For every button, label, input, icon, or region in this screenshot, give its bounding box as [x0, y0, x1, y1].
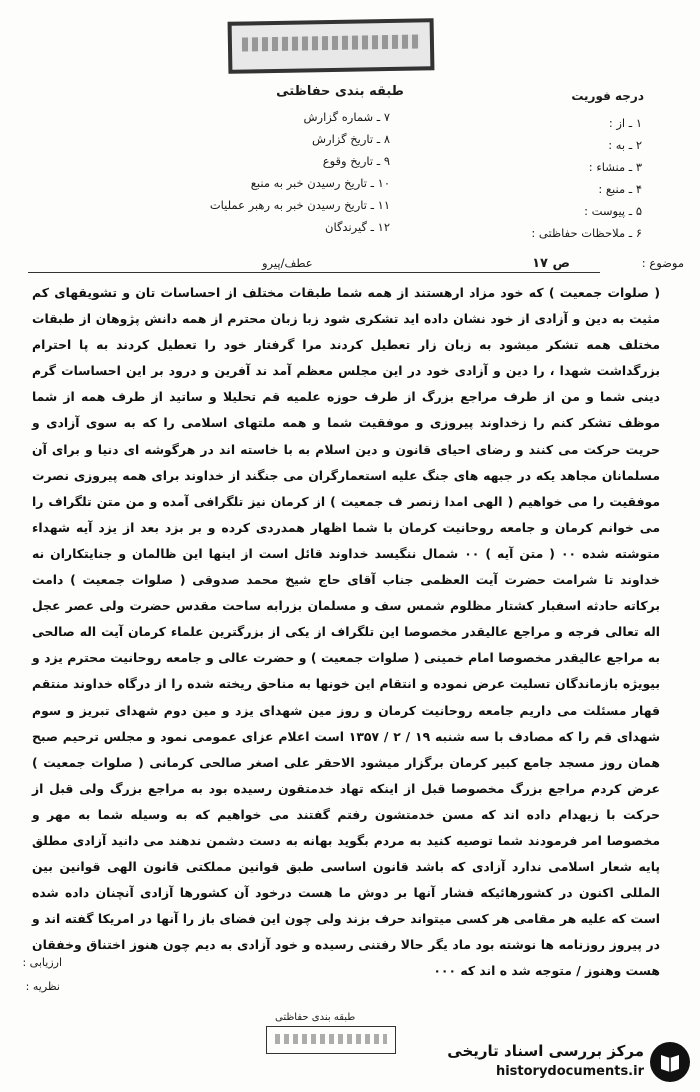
field-report-date: ۸ ـ تاریخ گزارش: [311, 132, 390, 146]
book-icon: [650, 1042, 690, 1082]
archive-title: مرکز بررسی اسناد تاریخی: [447, 1042, 644, 1060]
classification-title: طبقه بندی حفاظتی: [276, 84, 404, 99]
priority-title: درجه فوریت: [571, 89, 644, 103]
report-body-text: ( صلوات جمعیت ) که خود مزاد ارهستند از همه شما طبقات مختلف از احساسات تان و تشویقهای کم مثیت به دین و آزادی از خود نشان داده اید تشکری شود زبا زبان محترم از همه دانش پژوهان از طبقات مختلف همه تشکر میشود به زبان زار تعطیل کردند مرا گرفتار خود را تعطیل کردند به پا احترام بزرگداشت شهدا ، را دین و آزادی خود در این مجلس معظم آمد ند آفرین و درود بر این احساسات گرم دینی شما و من از طرف مراجع بزرگ از طرف حوزه علمیه قم تحلیلا و ساتید از طرف همه از شما موظف تشکر کنم را زخداوند پیروزی و موفقیت شما و همه ملتهای اسلامی را که به سوی آزادی و حریت حرکت می کنند و رضای احیای قانون و دین اسلام به با خاسته اند در هرگوشه ای دنیا و برای آن مسلمانان مجاهد یکه در جبهه های جنگ علیه استعمارگران می جنگند از خداوند برای همه پیروزی نصرت موفقیت را می خواهیم ( الهی امدا زنصر ف جمعیت ) از کرمان نیز تلگرافی آمده و من متن تلگراف را می خوانم کرمان و جامعه روحانیت کرمان با شما اظهار همدردی کرده و بر بزد بعد از یزد آیه شهداء متوشته شده ۰۰ ( متن آیه ) ۰۰ شمال ننگیسد خداوند قائل است از اینها این ظالمان و جنایتکاران نه خداوند تا شرامت حضرت آیت العظمی جناب آقای حاج شیخ محمد صدوقی ( صلوات جمعیت ) دامت برکاته حادثه اسفبار کشتار مظلوم شمس سف و مسلمان بزرابه ساحت مقدس حضرت ولی عصر عجل اله تعالی فرجه و مراجع عالیقدر مخصوصا این تلگراف از یکی از بزرگترین علماء کرمان آیت اله صالحی به مراجع عالیقدر مخصوصا امام خمینی ( صلوات جمعیت ) و حضرت عالی و جامعه روحانیت محترم یزد و بیویژه بازماندگان تسلیت عرض نموده و انتقام این خونها به مناحق ریخته شده را از درگاه خداوند منتقم قهار مسئلت می داریم جامعه روحانیت کرمان و روز مین شهدای یزد و مین دوم شهدای تبریز و سوم شهدای قم را که مصادف با سه شنبه ۱۹ / ۲ / ۱۳۵۷ است اعلام عزای عمومی نمود و مجلس ترحیم صبح همان روز مسجد جامع کبیر کرمان برگزار میشود الاحقر علی اصغر صالحی کرمانی ( صلوات جمعیت ) عرض کردم مراجع بزرگ مخصوصا قبل از اینکه تهاد خدمتقون رسیده بود به مراجع بزرگ ولی قبل از حرکت با زیهدام داده اند که مسن خدمتشون رفتم گفتند می خواهیم که به وسیله شما به مهر و مخصوصا امر فرمودند شما توصیه کنید به مردم بگوید بهانه به دست دشمن ندهند می دانید آزادی مطلق پایه شعار اسلامی ندارد آزادی که باشد قانون اساسی طبق قوانین مملکتی قانون الهی قوانین بین المللی اکنون در کشورهائیکه فشار آنها بر دوش ما هست درخود آن کشورها آزادی آنچنان داده شده است که علیه هر مقامی هر کسی میتواند حرف بزند ولی چون این فضای باز را آنها در امریکا گفته اند و در پیروز روزنامه ها نوشته بود ماد یگر حالا رفتنی رسیده و خود آزادی به دیم چون هنوز اختناق وخفقان هست وهنوز / متوجه شد ه اند که ۰۰۰: [32, 285, 661, 979]
field-from: ۱ ـ از :: [608, 116, 642, 130]
page-number: ص ۱۷: [532, 256, 570, 271]
opinion-label: نظریه :: [25, 980, 60, 993]
archive-url: historydocuments.ir: [495, 1064, 644, 1079]
reference-label: عطف/پیرو: [262, 256, 313, 270]
field-origin: ۳ ـ منشاء :: [588, 160, 642, 174]
field-source: ۴ ـ منبع :: [598, 182, 642, 196]
field-attachment: ۵ ـ پیوست :: [584, 204, 642, 218]
field-security-notes: ۶ ـ ملاحظات حفاظتی :: [531, 226, 642, 240]
archive-watermark: [420, 1040, 690, 1086]
subject-label: موضوع :: [641, 256, 684, 270]
top-classification-stamp: [228, 18, 435, 74]
field-report-number: ۷ ـ شماره گزارش: [303, 110, 390, 124]
field-recipients: ۱۲ ـ گیرندگان: [325, 220, 390, 234]
field-to: ۲ ـ به :: [608, 138, 642, 152]
subject-divider: [28, 272, 600, 273]
bottom-classification-label: طبقه بندی حفاظتی: [275, 1012, 356, 1023]
bottom-classification-stamp: [266, 1026, 396, 1054]
field-source-received-date: ۱۰ ـ تاریخ رسیدن خبر به منبع: [250, 176, 390, 190]
report-fields-right: [462, 112, 642, 244]
report-fields-left: [130, 106, 390, 238]
evaluation-label: ارزیابی :: [22, 956, 62, 969]
field-leader-received-date: ۱۱ ـ تاریخ رسیدن خبر به رهبر عملیات: [209, 198, 390, 212]
field-occurrence-date: ۹ ـ تاریخ وقوع: [322, 154, 390, 168]
